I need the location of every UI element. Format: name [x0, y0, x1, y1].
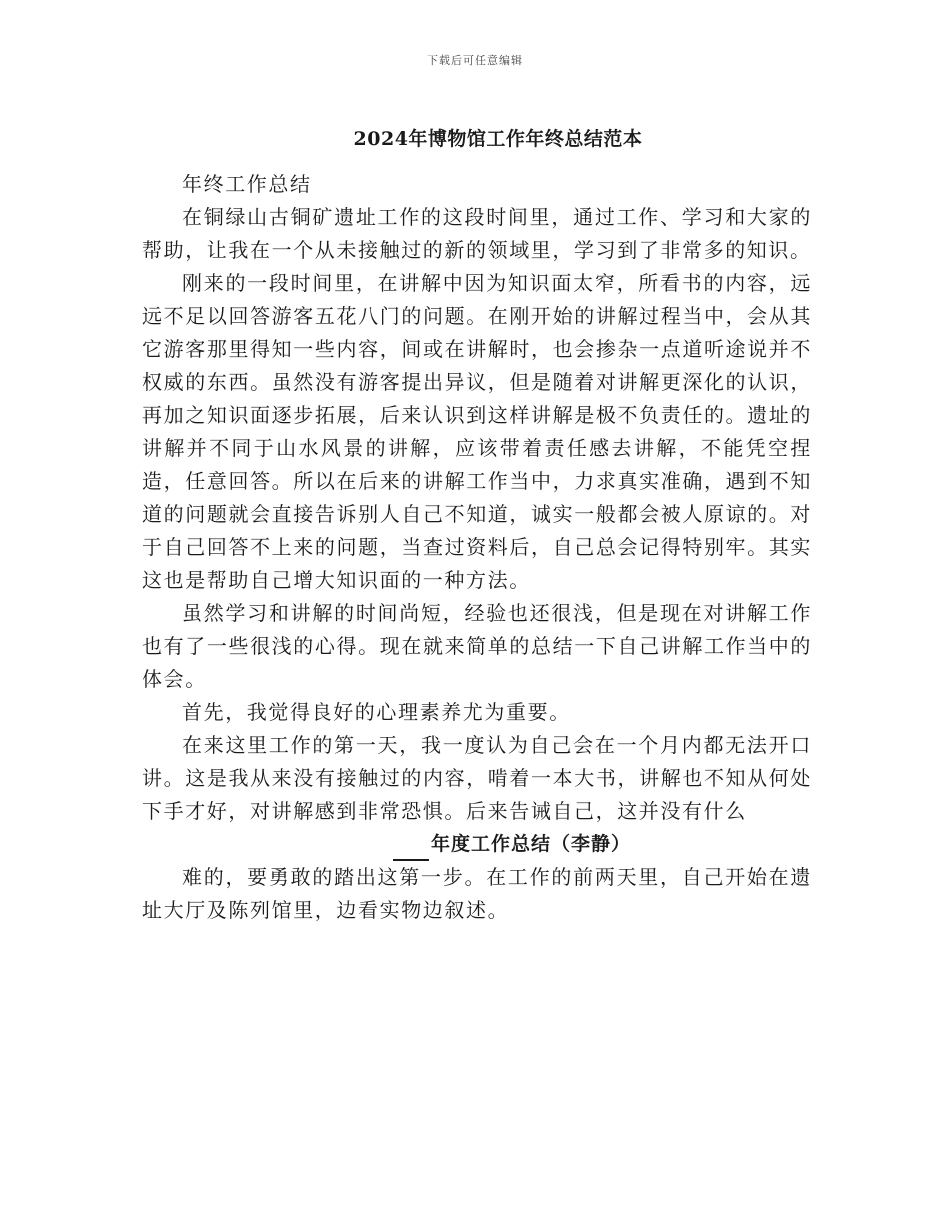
paragraph: 刚来的一段时间里，在讲解中因为知识面太窄，所看书的内容，远远不足以回答游客五花八门的问题。在刚开始的讲解过程当中，会从其它游客那里得知一些内容，间或在讲解时，也会掺杂一点道听途说并不权威的东西。虽然没有游客提出异议，但是随着对讲解更深化的认识，再加之知识面逐步拓展，后来认识到这样讲解是极不负责任的。遗址的讲解并不同于山水风景的讲解，应该带着责任感去讲解，不能凭空捏造，任意回答。所以在后来的讲解工作当中，力求真实准确，遇到不知道的问题就会直接告诉别人自己不知道，诚实一般都会被人原谅的。对于自己回答不上来的问题，当查过资料后，自己总会记得特别牢。其实这也是帮助自己增大知识面的一种方法。: [142, 271, 812, 592]
fill-in-blank-line: [393, 839, 429, 861]
paragraph: 难的，要勇敢的踏出这第一步。在工作的前两天里，自己开始在遗址大厅及陈列馆里，边看实物边叙述。: [142, 865, 812, 922]
page-header-note: 下载后可任意编辑: [427, 54, 523, 67]
paragraph: 年终工作总结: [182, 172, 312, 196]
paragraph: 在铜绿山古铜矿遗址工作的这段时间里，通过工作、学习和大家的帮助，让我在一个从未接触过的新的领域里，学习到了非常多的知识。: [142, 205, 812, 262]
document-body: [142, 168, 812, 927]
section-title: [142, 828, 812, 861]
section-title-text: 年度工作总结（李静）: [430, 833, 631, 855]
paragraph: 在来这里工作的第一天，我一度认为自己会在一个月内都无法开口讲。这是我从来没有接触过的内容，啃着一本大书，讲解也不知从何处下手才好，对讲解感到非常恐惧。后来告诫自己，这并没有什么: [142, 733, 812, 823]
paragraph: 首先，我觉得良好的心理素养尤为重要。: [182, 700, 571, 724]
document-title: 2024年博物馆工作年终总结范本: [353, 128, 643, 150]
paragraph: 虽然学习和讲解的时间尚短，经验也还很浅，但是现在对讲解工作也有了一些很浅的心得。现在就来简单的总结一下自己讲解工作当中的体会。: [142, 601, 812, 691]
